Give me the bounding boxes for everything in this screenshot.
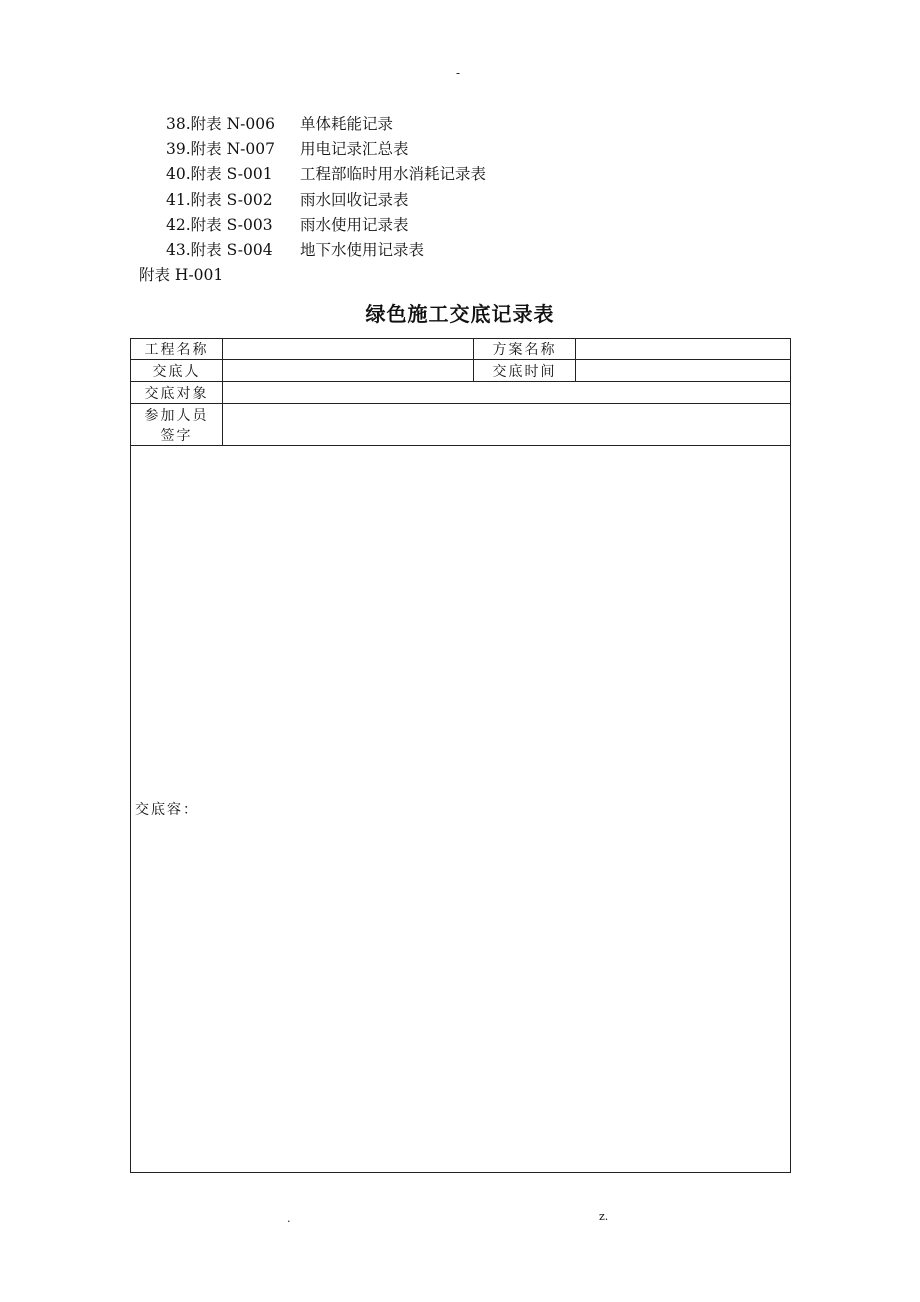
list-item-title: 工程部临时用水消耗记录表 — [300, 165, 487, 184]
form-row-presenter — [131, 360, 791, 382]
list-item-number: 42.附表 S-003 — [166, 215, 273, 234]
appendix-list — [166, 112, 486, 263]
plan-name-field[interactable] — [576, 339, 791, 360]
footer-left-mark: . — [287, 1212, 291, 1225]
list-item-number: 39.附表 N-007 — [166, 140, 275, 159]
form-row-project — [131, 339, 791, 360]
page-header-mark: - — [456, 66, 461, 80]
content-field[interactable] — [131, 446, 791, 1173]
list-item-title: 单体耗能记录 — [300, 115, 394, 133]
target-field[interactable] — [223, 382, 791, 404]
list-item-title: 用电记录汇总表 — [300, 140, 409, 159]
target-label: 交底对象 — [131, 382, 223, 404]
time-label: 交底时间 — [474, 360, 576, 382]
list-item-number: 41.附表 S-002 — [166, 190, 273, 209]
list-item-number: 40.附表 S-001 — [166, 165, 273, 184]
disclosure-record-form — [130, 338, 791, 1173]
list-item-title: 地下水使用记录表 — [300, 241, 425, 260]
participants-label-line2: 签字 — [160, 427, 193, 444]
content-label: 交底容： — [135, 802, 199, 818]
list-item-title: 雨水使用记录表 — [300, 215, 409, 234]
time-field[interactable] — [576, 360, 791, 382]
form-row-target — [131, 382, 791, 404]
list-item — [166, 188, 486, 213]
form-row-participants — [131, 404, 791, 446]
list-item — [166, 162, 486, 187]
project-name-label: 工程名称 — [131, 339, 223, 360]
list-item-number: 43.附表 S-004 — [166, 241, 273, 260]
participants-label — [131, 404, 223, 446]
participants-signature-field[interactable] — [223, 404, 791, 446]
participants-label-line1: 参加人员 — [144, 407, 209, 424]
footer-right-mark: z. — [599, 1210, 609, 1223]
list-item — [166, 112, 486, 137]
page-title: 绿色施工交底记录表 — [365, 302, 555, 326]
presenter-label: 交底人 — [131, 360, 223, 382]
list-item-title: 雨水回收记录表 — [300, 190, 409, 209]
form-row-content — [131, 446, 791, 1173]
presenter-field[interactable] — [223, 360, 474, 382]
plan-name-label: 方案名称 — [474, 339, 576, 360]
list-item-number: 38.附表 N-006 — [166, 115, 275, 133]
appendix-code: 附表 H-001 — [139, 266, 224, 284]
list-item — [166, 213, 486, 238]
project-name-field[interactable] — [223, 339, 474, 360]
list-item — [166, 238, 486, 263]
list-item — [166, 137, 486, 162]
